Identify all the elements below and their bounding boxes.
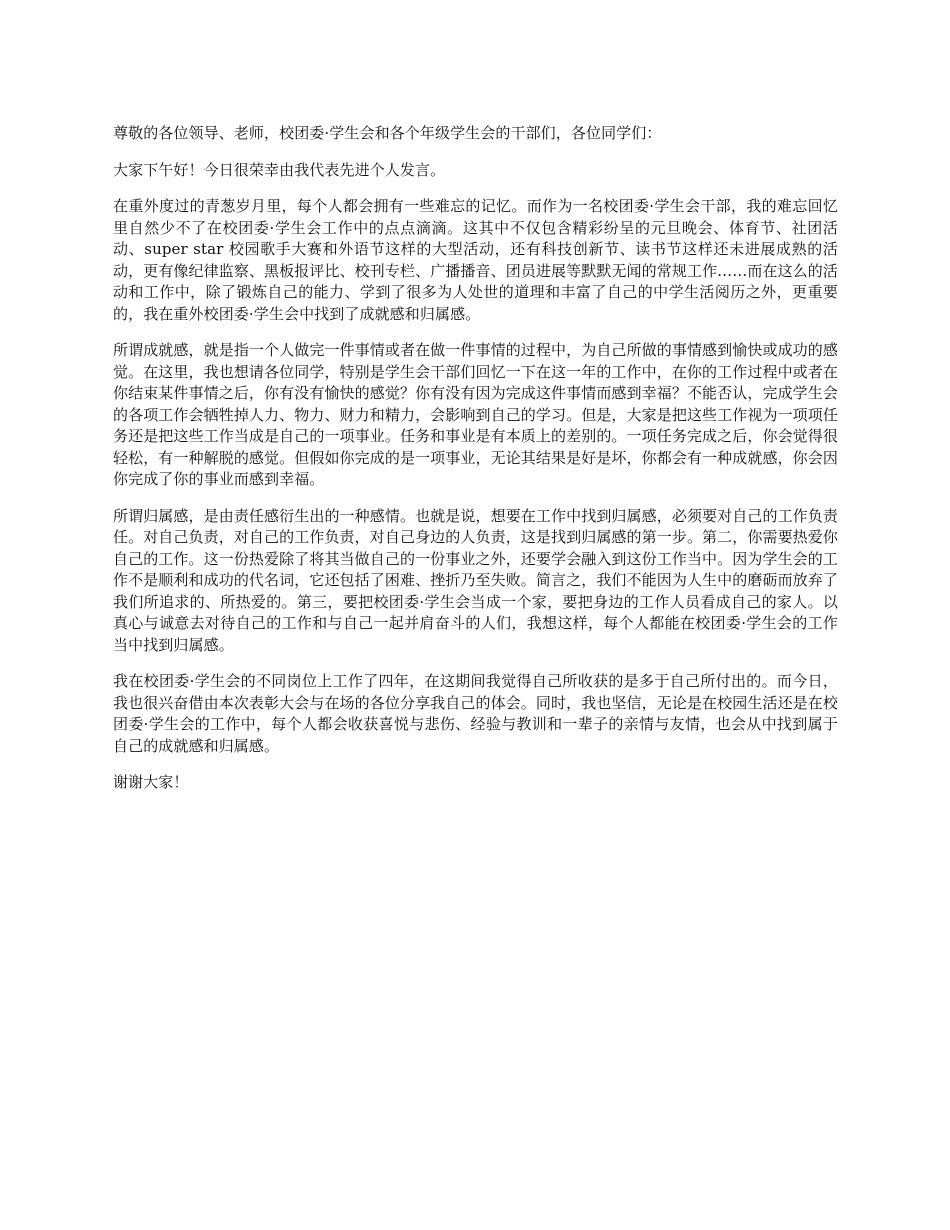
greeting: 大家下午好！今日很荣幸由我代表先进个人发言。 [113, 160, 446, 179]
paragraph-achievement: 所谓成就感，就是指一个人做完一件事情或者在做一件事情的过程中，为自己所做的事情感到愉快或成功的感觉。在这里，我也想请各位同学，特别是学生会干部们回忆一下在这一年的工作中，在你的工作过程中或者在你结束某件事情之后，你有没有愉快的感觉？你有没有因为完成这件事情而感到幸福？不能否认，完成学生会的各项工作会牺牲掉人力、物力、财力和精力，会影响到自己的学习。但是，大家是把这些工作视为一项项任务还是把这些工作当成是自己的一项事业。任务和事业是有本质上的差别的。一项任务完成之后，你会觉得很轻松，有一种解脱的感觉。但假如你完成的是一项事业，无论其结果是好是坏，你都会有一种成就感，你会因你完成了你的事业而感到幸福。 [113, 341, 838, 488]
paragraph-conclusion: 我在校团委·学生会的不同岗位上工作了四年，在这期间我觉得自己所收获的是多于自己所付出的。而今日，我也很兴奋借由本次表彰大会与在场的各位分享我自己的体会。同时，我也坚信，无论是在校园生活还是在校团委·学生会的工作中，每个人都会收获喜悦与悲伤、经验与教训和一辈子的亲情与友情，也会从中找到属于自己的成就感和归属感。 [113, 672, 838, 755]
salutation: 尊敬的各位领导、老师，校团委·学生会和各个年级学生会的干部们，各位同学们： [113, 124, 662, 142]
closing-thanks: 谢谢大家！ [113, 773, 189, 791]
paragraph-memories: 在重外度过的青葱岁月里，每个人都会拥有一些难忘的记忆。而作为一名校团委·学生会干部，我的难忘回忆里自然少不了在校团委·学生会工作中的点点滴滴。这其中不仅包含精彩纷呈的元旦晚会、体育节、社团活动、super star 校园歌手大赛和外语节这样的大型活动，还有科技创新节、读书节这样还未进展成熟的活动，更有像纪律监察、黑板报评比、校刊专栏、广播播音、团员进展等默默无闻的常规工作……而在这么的活动和工作中，除了锻炼自己的能力、学到了很多为人处世的道理和丰富了自己的中学生活阅历之外，更重要的，我在重外校团委·学生会中找到了成就感和归属感。 [113, 197, 838, 323]
paragraph-belonging: 所谓归属感，是由责任感衍生出的一种感情。也就是说，想要在工作中找到归属感，必须要对自己的工作负责任。对自己负责，对自己的工作负责，对自己身边的人负责，这是找到归属感的第一步。第二，你需要热爱你自己的工作。这一份热爱除了将其当做自己的一份事业之外，还要学会融入到这份工作当中。因为学生会的工作不是顺利和成功的代名词，它还包括了困难、挫折乃至失败。简言之，我们不能因为人生中的磨砺而放弃了我们所追求的、所热爱的。第三，要把校团委·学生会当成一个家，要把身边的工作人员看成自己的家人。以真心与诚意去对待自己的工作和与自己一起并肩奋斗的人们，我想这样，每个人都能在校团委·学生会的工作当中找到归属感。 [113, 506, 838, 654]
speech-document [113, 123, 838, 809]
